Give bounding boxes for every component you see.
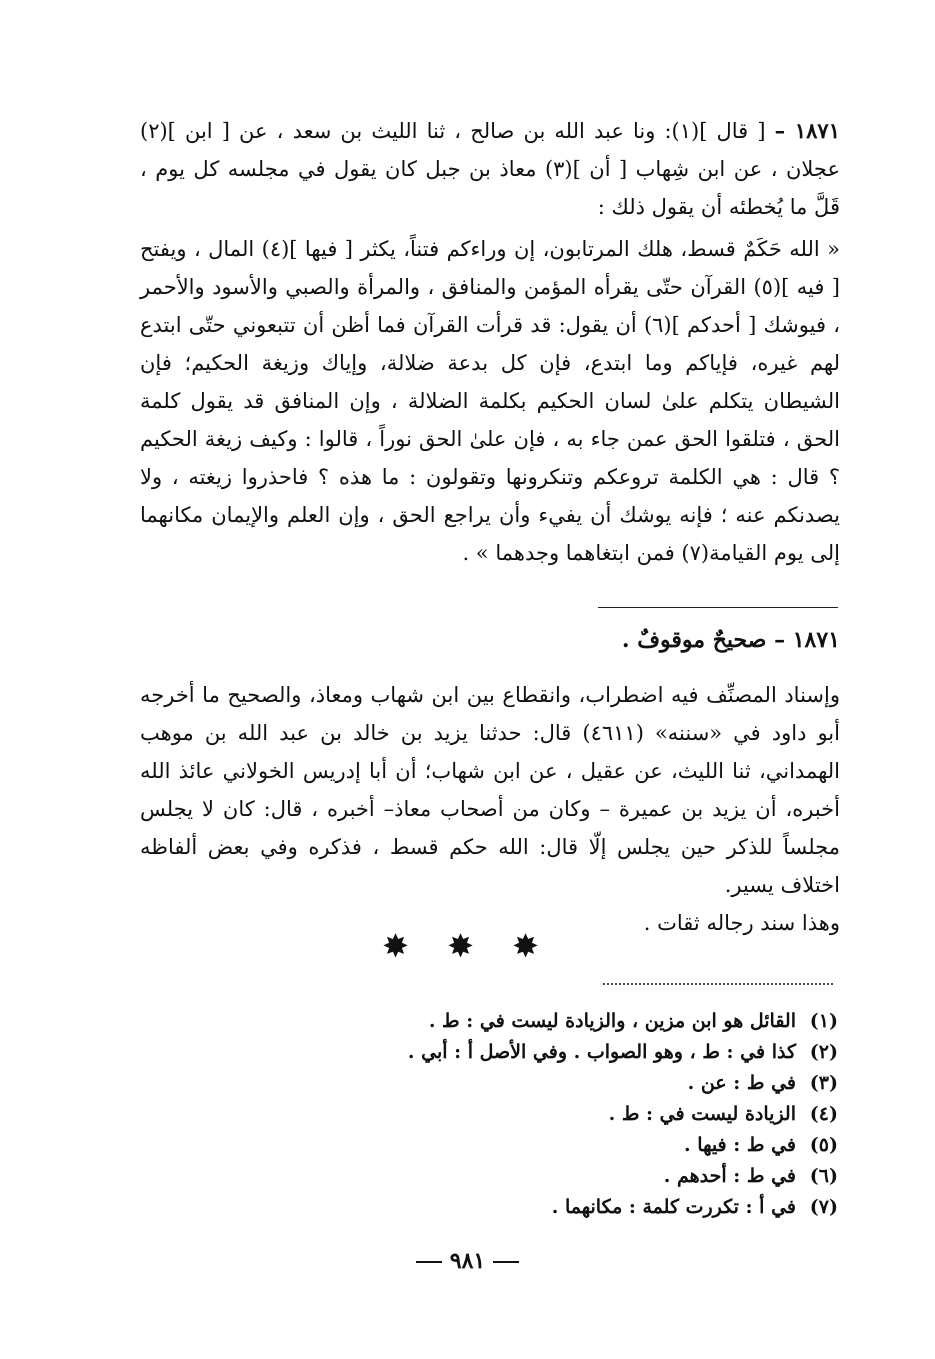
- page-number-dash-right: [493, 1261, 519, 1263]
- footnote-divider: [603, 983, 833, 985]
- footnotes: [278, 1006, 838, 1223]
- footnote: [278, 1037, 838, 1068]
- footnote-text: في ط : فيها .: [684, 1134, 796, 1156]
- footnote-number: (٦): [809, 1165, 838, 1187]
- footnote: [278, 1130, 838, 1161]
- footnote-text: في ط : أحدهم .: [663, 1165, 796, 1187]
- footnote-number: (٥): [809, 1134, 838, 1156]
- hadith-isnad: [ قال ](١): ونا عبد الله بن صالح ، ثنا الليث بن سعد ، عن [ ابن ](٢) عجلان ، عن ابن شِهاب [ أن ](٣) معاذ بن جبل كان يقول في مجلسه كل يوم ، قَلَّ ما يُخطئه أن يقول ذلك :: [140, 119, 840, 219]
- footnote: [278, 1099, 838, 1130]
- footnote-number: (١): [809, 1010, 838, 1032]
- footnote-text: الزيادة ليست في : ط .: [608, 1103, 796, 1125]
- hadith-paragraph-1: [140, 112, 840, 226]
- footnote-number: (٤): [809, 1103, 838, 1125]
- footnote-text: في أ : تكررت كلمة : مكانهما .: [551, 1196, 796, 1218]
- hadith-paragraph-2: « الله حَكَمٌ قسط، هلك المرتابون، إن وراءكم فتناً، يكثر [ فيها ](٤) المال ، ويفتح [ فيه ](٥) القرآن حتّى يقرأه المؤمن والمنافق ، والمرأة والصبي والأسود والأحمر ، فيوشك [ أحدكم ](٦) أن يقول: قد قرأت القرآن فما أظن أن تتبعوني حتّى ابتدع لهم غيره، فإياكم وما ابتدع، فإن كل بدعة ضلالة، وإياك وزيغة الحكيم؛ فإن الشيطان يتكلم علىٰ لسان الحكيم بكلمة الضلالة ، وإن المنافق قد يقول كلمة الحق ، فتلقوا الحق عمن جاء به ، فإن علىٰ الحق نوراً ، قالوا : وكيف زيغة الحكيم ؟ قال : هي الكلمة تروعكم وتنكرونها وتقولون : ما هذه ؟ فاحذروا زيغته ، ولا يصدنكم عنه ؛ فإنه يوشك أن يفيء وأن يراجع الحق ، وإن العلم والإيمان مكانهما إلى يوم القيامة(٧) فمن ابتغاهما وجدهما » .: [140, 237, 840, 565]
- footnote: [278, 1068, 838, 1099]
- footnote-number: (٢): [809, 1041, 838, 1063]
- footnote: [278, 1192, 838, 1223]
- star-separator: ✸ ✸ ✸: [382, 927, 553, 965]
- commentary-closing: وهذا سند رجاله ثقات .: [643, 911, 840, 935]
- hadith-text: [140, 112, 840, 576]
- page-number-value: ٩٨١: [449, 1248, 486, 1274]
- commentary: [140, 676, 840, 942]
- footnote-text: في ط : عن .: [687, 1072, 796, 1094]
- footnote-number: (٧): [809, 1196, 838, 1218]
- footnote: [278, 1161, 838, 1192]
- footnote-text: القائل هو ابن مزين ، والزيادة ليست في : ط .: [428, 1010, 796, 1032]
- page-number-dash-left: [416, 1261, 442, 1263]
- footnote-text: كذا في : ط ، وهو الصواب . وفي الأصل أ : أبي .: [407, 1041, 796, 1063]
- page-number: [0, 1246, 935, 1276]
- section-divider: [598, 607, 838, 608]
- footnote-number: (٣): [809, 1072, 838, 1094]
- footnote: [278, 1006, 838, 1037]
- commentary-text: وإسناد المصنِّف فيه اضطراب، وانقطاع بين ابن شهاب ومعاذ، والصحيح ما أخرجه أبو داود في «سننه» (٤٦١١) قال: حدثنا يزيد بن خالد بن عبد الله بن موهب الهمداني، ثنا الليث، عن عقيل ، عن ابن شهاب؛ أن أبا إدريس الخولاني عائذ الله أخبره، أن يزيد بن عميرة – وكان من أصحاب معاذ– أخبره ، قال: كان لا يجلس مجلساً للذكر حين يجلس إلّا قال: الله حكم قسط ، فذكره وفي بعض ألفاظه اختلاف يسير.: [140, 683, 840, 897]
- grade-heading: ١٨٧١ – صحيحٌ موقوفٌ .: [621, 627, 840, 653]
- hadith-number: ١٨٧١ –: [774, 118, 840, 143]
